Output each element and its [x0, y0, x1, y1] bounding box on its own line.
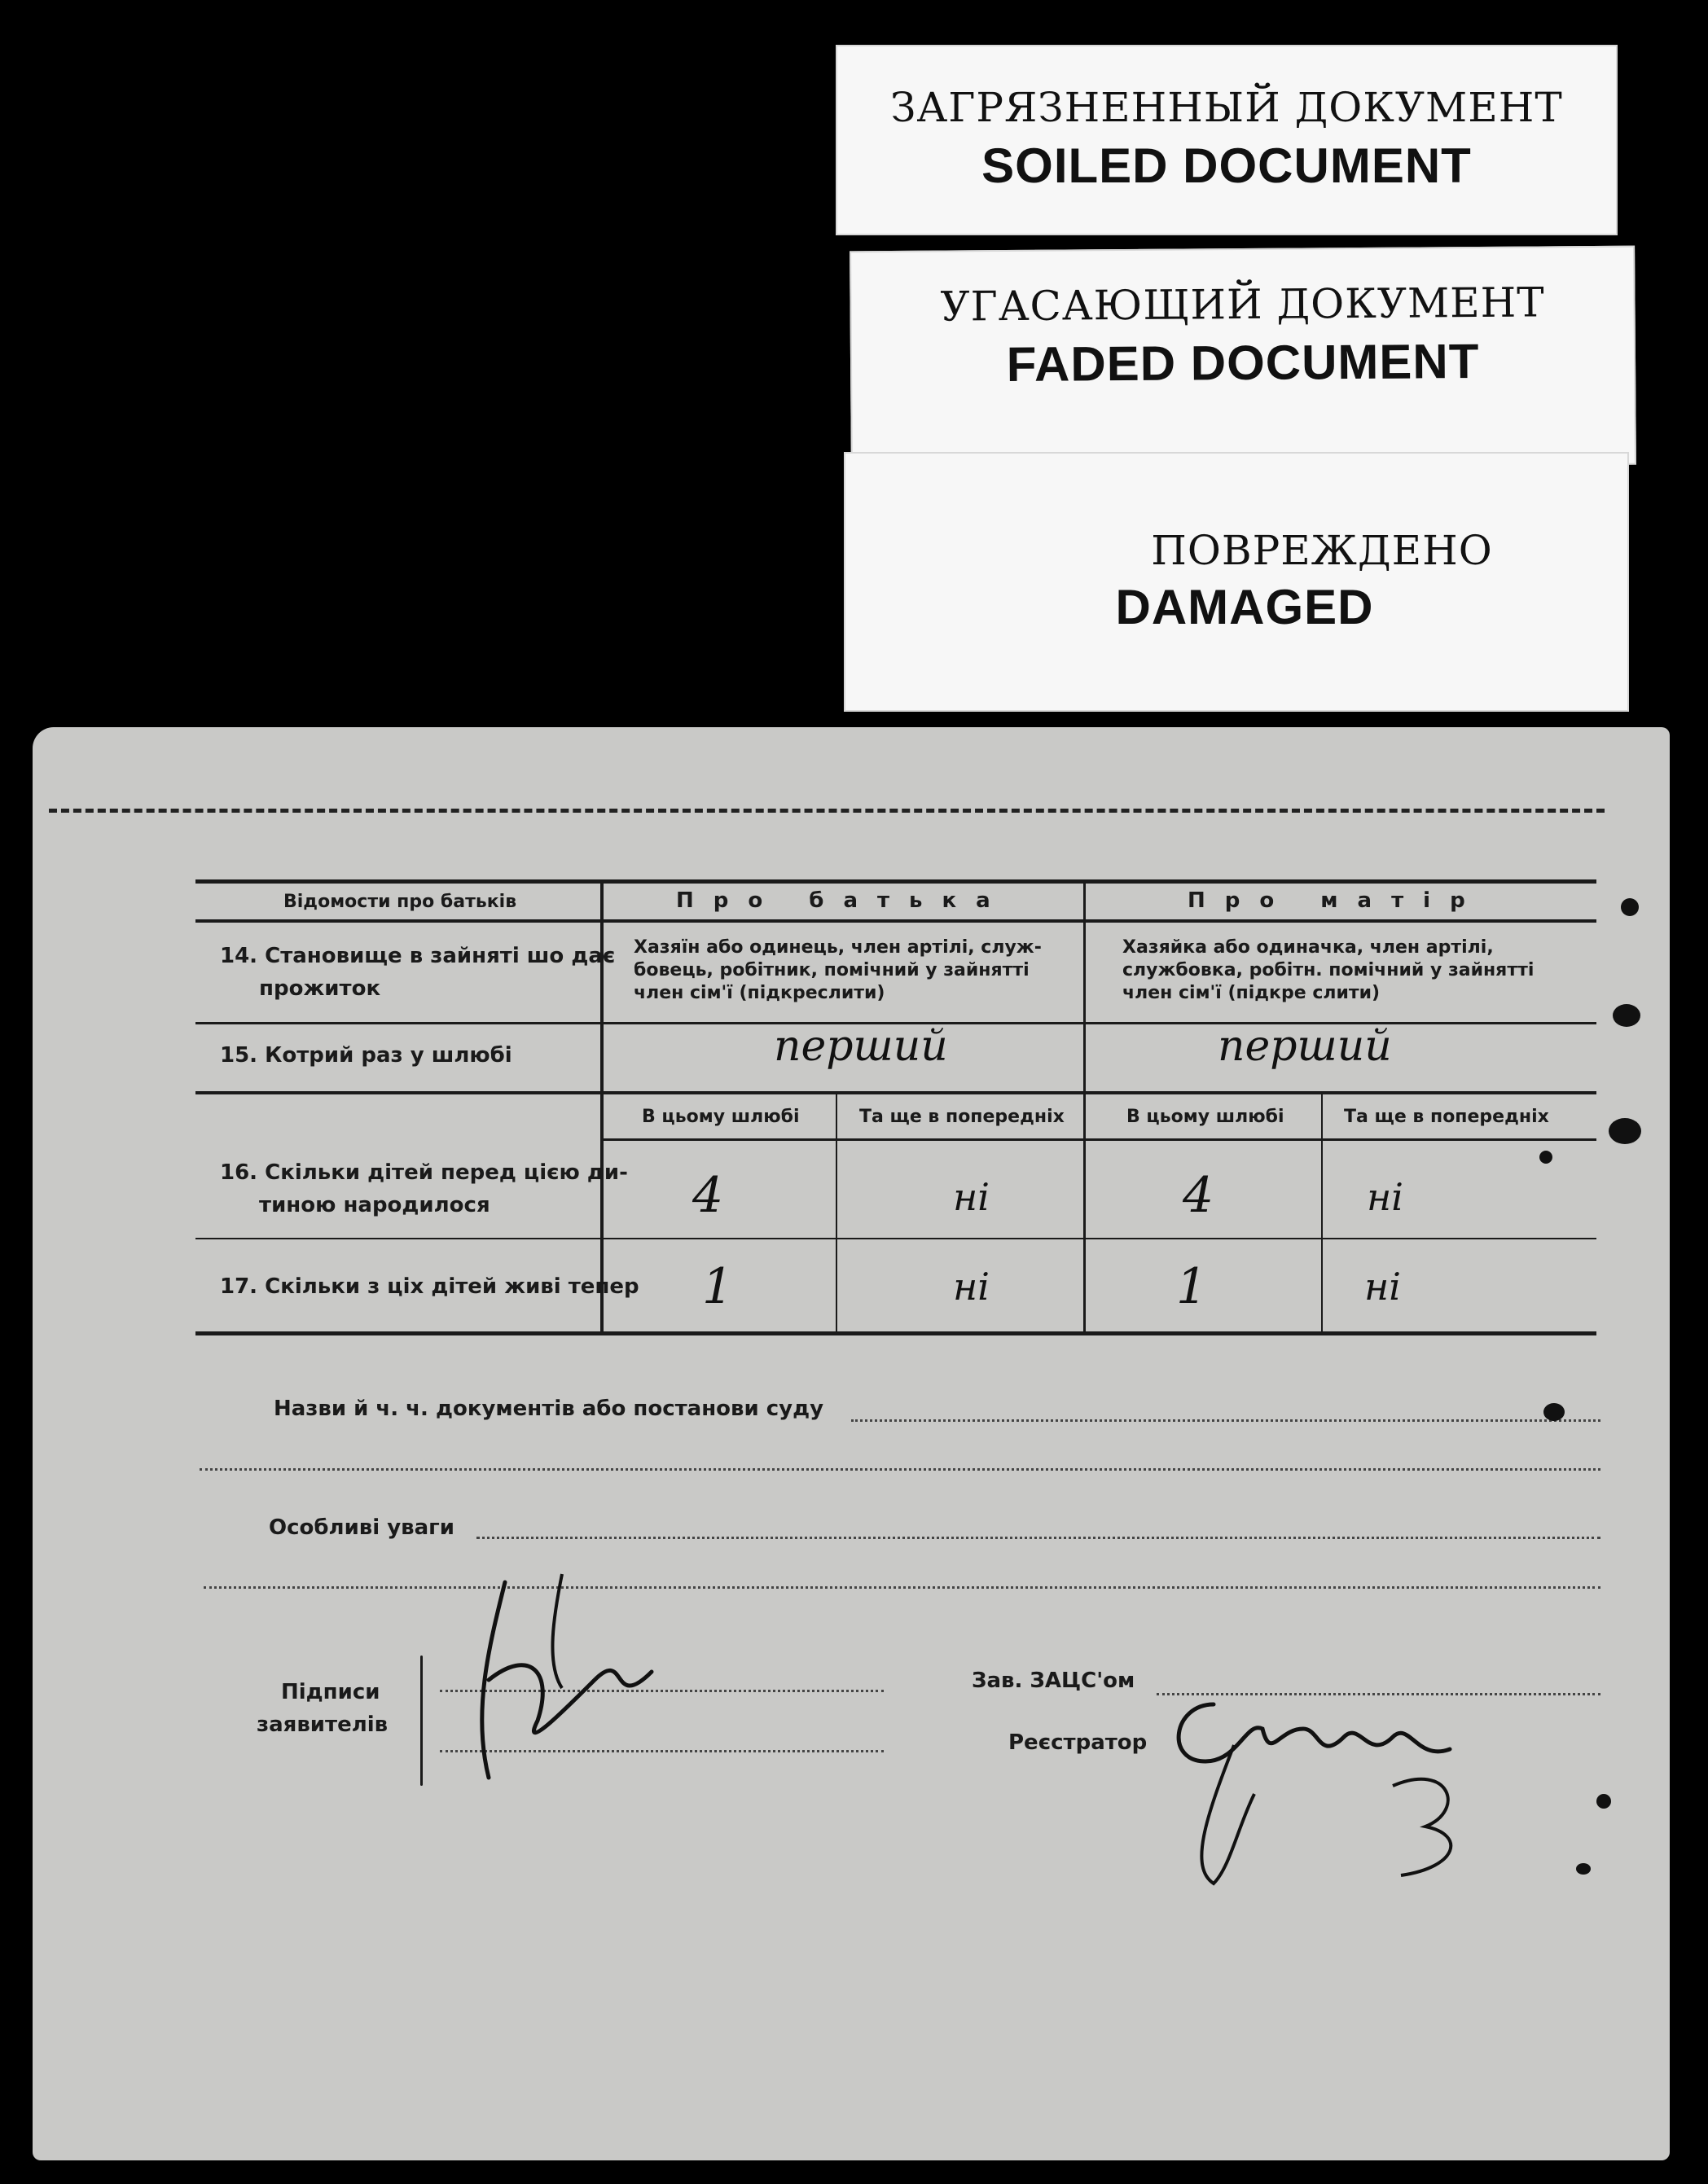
row14-mother-2: службовка, робітн. помічний у зайнятті — [1122, 960, 1535, 980]
header-parents-info: Відомости про батьків — [283, 892, 517, 912]
table-top-rule — [195, 879, 1596, 884]
damage-hole — [1613, 1004, 1640, 1027]
damage-hole — [1596, 1794, 1611, 1809]
subheader-father-prev: Та ще в попередніх — [859, 1107, 1065, 1127]
applicants-label-1: Підписи — [281, 1680, 380, 1704]
damage-hole — [1609, 1118, 1641, 1144]
form-sheet — [33, 727, 1670, 2160]
table-bottom-rule — [195, 1331, 1596, 1335]
soiled-document-label — [836, 45, 1618, 235]
row15-label: 15. Котрий раз у шлюбі — [220, 1043, 512, 1068]
row17-mother-this: 1 — [1176, 1258, 1208, 1315]
registrar-signature — [1157, 1672, 1499, 1932]
damaged-label-ru: ПОВРЕЖДЕНО — [1151, 527, 1493, 574]
row14-mother-1: Хазяйка або одиначка, член артілі, — [1122, 937, 1494, 958]
row17-mother-prev: ні — [1364, 1265, 1402, 1309]
subheader-father-this: В цьому шлюбі — [642, 1107, 800, 1127]
row16-mother-prev: ні — [1367, 1175, 1404, 1219]
col-divider-mother — [1321, 1094, 1323, 1334]
faded-document-label — [850, 246, 1636, 471]
row16-label-1: 16. Скільки дітей перед цією ди- — [220, 1160, 628, 1185]
applicants-label-2: заявителів — [257, 1713, 389, 1737]
row15-mother-value: перший — [1218, 1022, 1392, 1071]
row16-mother-this: 4 — [1183, 1167, 1214, 1224]
damage-hole — [1576, 1863, 1591, 1875]
row16-rule — [195, 1238, 1596, 1239]
row17-father-this: 1 — [702, 1258, 734, 1315]
soiled-label-en: SOILED DOCUMENT — [981, 138, 1472, 193]
damage-hole — [1621, 898, 1639, 916]
row14-label-1: 14. Становище в зайняті шо дає — [220, 944, 616, 968]
row14-father-1: Хазяїн або одинець, член артілі, служ- — [634, 937, 1042, 958]
damaged-label-en: DAMAGED — [1115, 580, 1374, 634]
subheader-rule — [603, 1138, 1596, 1141]
row14-father-3: член сім'ї (підкреслити) — [634, 983, 885, 1003]
row15-father-value: перший — [774, 1022, 948, 1071]
row16-label-2: тиною народилося — [259, 1193, 490, 1217]
col-divider-2 — [1083, 879, 1086, 1334]
row15-rule — [195, 1091, 1596, 1094]
notes-line-2 — [204, 1586, 1600, 1589]
notes-label: Особливі уваги — [269, 1515, 454, 1540]
header-rule — [195, 919, 1596, 923]
damage-hole — [1539, 1151, 1552, 1164]
faded-label-en: FADED DOCUMENT — [1006, 333, 1480, 393]
header-father: Про батька — [676, 888, 1010, 913]
row14-father-2: бовець, робітник, помічний у зайнятті — [634, 960, 1030, 980]
faded-label-ru: УГАСАЮЩИЙ ДОКУМЕНТ — [940, 278, 1545, 331]
documents-line-1 — [851, 1419, 1600, 1422]
head-zags-label: Зав. ЗАЦС'ом — [972, 1669, 1135, 1693]
perforation-line — [49, 809, 1605, 813]
row16-father-prev: ні — [953, 1175, 990, 1219]
applicants-brace — [420, 1656, 423, 1786]
row14-label-2: прожиток — [259, 976, 381, 1001]
subheader-mother-prev: Та ще в попередніх — [1344, 1107, 1549, 1127]
col-divider-father — [836, 1094, 837, 1334]
applicant-signature — [440, 1550, 684, 1818]
soiled-label-ru: ЗАГРЯЗНЕННЫЙ ДОКУМЕНТ — [890, 84, 1563, 131]
documents-label: Назви й ч. ч. документів або постанови суду — [274, 1397, 824, 1421]
row17-father-prev: ні — [953, 1265, 990, 1309]
row14-mother-3: член сім'ї (підкре слити) — [1122, 983, 1381, 1003]
documents-line-2 — [200, 1468, 1600, 1471]
header-mother: Про матір — [1188, 888, 1485, 913]
row17-label: 17. Скільки з ціх дітей живі тепер — [220, 1274, 639, 1299]
registrar-label: Реєстратор — [1008, 1730, 1148, 1755]
damage-hole — [1543, 1403, 1565, 1421]
row16-father-this: 4 — [692, 1167, 724, 1224]
damaged-document-label — [844, 452, 1629, 712]
notes-line-1 — [476, 1537, 1600, 1539]
subheader-mother-this: В цьому шлюбі — [1126, 1107, 1284, 1127]
